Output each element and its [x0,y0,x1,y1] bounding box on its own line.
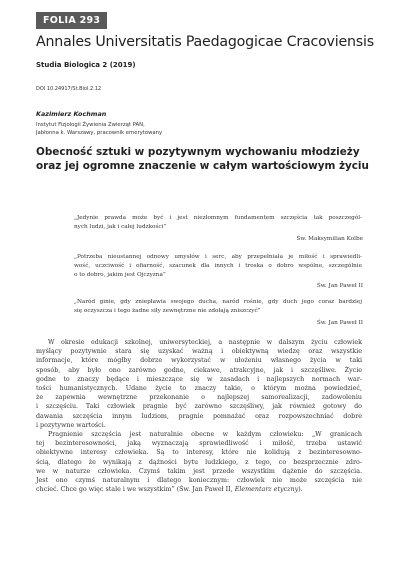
body-line: sposób, aby było ono zarówno godne, ciekawe, atrakcyjne, jak i szczęśliwe. Życie [36,366,362,374]
body-line: godne to znaczy będące i mieszczące się w zasadach i najlepszych normach war- [36,375,362,383]
epigraph-line: „Jedynie prawda może być i jest niezłomnym fundamentem szczęścia tak poszczegól- [74,215,362,221]
body-line: tej bezinteresowności, jaką wyznaczają sprawiedliwość i miłość, trzeba ustawić [36,440,362,448]
body-paragraph [36,338,362,430]
article-title [36,146,369,173]
body-line: tości humanistycznych. Udane życie to znaczy takie, o którym można powiedzieć, [36,384,362,392]
epigraph-source: Św. Jan Paweł II [316,283,363,289]
body-line: we w naturze człowieka. Czymś takim jest przede wszystkim dążenie do szczęścia. [36,467,362,475]
epigraph-line: „Naród ginie, gdy zniepławia swojego ducha, naród rośnie, gdy duch jego coraz bardziej [74,299,362,305]
body-line: informacje, które mógłby dobrze wykorzystać w ułożeniu własnego życia w taki [36,357,362,365]
article-title-line: oraz jej ogromne znaczenie w całym wartościowym życiu [36,159,369,172]
body-line: Pragnienie szczęścia jest naturalnie obecne w każdym człowieku: „W granicach [48,431,362,438]
affiliation-line: Jabłonna k. Warszawy, pracownik emerytowany [36,130,163,136]
affiliation-line: Instytut Fizjologii Żywienia Zwierząt PAN, [36,122,145,128]
body-line: i szczęściu. Taki człowiek pragnie być zarówno szczęśliwy, jak również gotowy do [36,403,362,411]
epigraph-line: nych ludzi, jak i całej ludzkości” [74,224,167,231]
body-line: że zapewnia wewnętrzne przekonanie o najlepszej samorealizacji, zadowoleniu [36,394,362,402]
doi-label: DOI 10.24917/St.Biol.2.12 [36,86,102,92]
epigraph-quote [74,253,362,281]
article-title-line: Obecność sztuki w pozytywnym wychowaniu młodzieży [36,146,360,158]
body-line: W okresie edukacji szkolnej, uniwersyteckiej, a następnie w dalszym życiu człowiek [48,339,362,346]
body-line [36,485,362,494]
journal-title: Annales Universitatis Paedagogicae Cracoviensis [36,34,374,50]
body-line: ścią, dlatego że wynikają z dążności bytu ludzkiego, z tego, co bezsprzecznie zdro- [36,458,362,466]
book-title: Elementarz etyczny [234,486,299,494]
body-line-end: ). [298,486,303,494]
epigraph-quote [74,298,362,316]
epigraph-line: o to dobro, jakim jest Ojczyzna” [74,272,166,279]
body-line: Jest ono czymś naturalnym i dlatego koniecznym: człowiek nie może szczęścia nie [36,476,362,484]
body-line-text: chcieć. Chce go więc stale i we wszystkim” (Św. Jan Paweł II, [36,486,235,494]
body-paragraph [36,430,362,494]
folia-badge: FOLIA 293 [36,12,107,29]
body-line: i pozytywne wartości. [36,421,106,429]
body-line: obiektywne interesy człowieka. Są to interesy, które nie kolidują z bezinteresowno- [36,449,362,457]
series-label: Studia Biologica 2 (2019) [36,61,136,69]
body-line: myślący pozytywnie stara się uzyskać ważną i obiektywną wiedzę oraz wszystkie [36,348,362,356]
body-line: dawania szczęścia innym ludziom, pragnie pomnażać oraz rozpowszechniać dobre [36,412,362,420]
epigraph-quote [74,214,362,232]
epigraph-line: wość, uczciwość i ofiarność, szacunek dla innych i troska o dobro wspólne, szczególnie [74,263,362,270]
epigraph-source: Św. Maksymilian Kolbe [296,236,363,242]
epigraph-source: Św. Jan Paweł II [316,320,363,326]
epigraph-line: „Potrzeba nieustannej odnowy umysłów i serc, aby przepełniała je miłość i sprawiedli- [74,254,362,260]
epigraph-line: się oczyszcza i tego żadne siły zewnętrzne nie zdołają zniszczyć” [74,308,261,315]
author-name: Kazimierz Kochman [36,110,107,118]
